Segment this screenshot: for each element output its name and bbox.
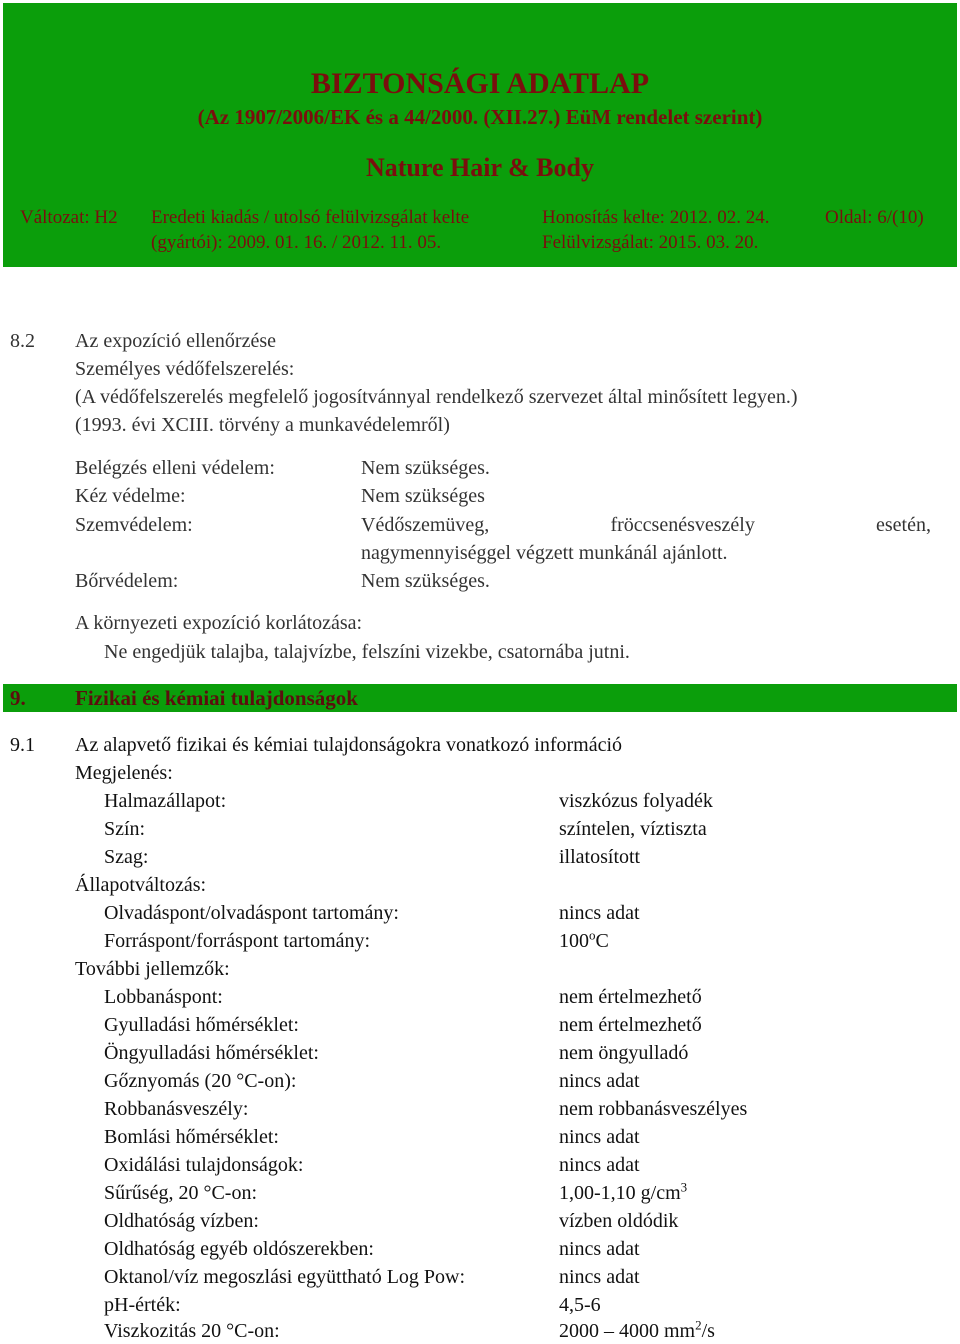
respiratory-label: Belégzés elleni védelem: [75,457,275,479]
eye-value-line-1 [361,514,931,537]
property-value: nem értelmezhető [559,1014,702,1036]
property-value: 100$^o$C [559,927,609,952]
review-date: Felülvizsgálat: 2015. 03. 20. [542,232,759,253]
skin-value: Nem szükséges. [361,570,490,592]
property-value: nincs adat [559,1070,640,1092]
property-label: Bomlási hőmérséklet: [104,1126,279,1148]
document-header [3,3,957,267]
property-label: Sűrűség, 20 °C-on: [104,1182,257,1204]
property-label: Oldhatóság egyéb oldószerekben: [104,1238,374,1260]
product-name: Nature Hair & Body [366,153,594,182]
property-value: nincs adat [559,1154,640,1176]
hand-value: Nem szükséges [361,485,485,507]
page-number: Oldal: 6/(10) [825,207,924,228]
issue-label: Eredeti kiadás / utolsó felülvizsgálat kelte [151,207,470,228]
eye-value-word-3: esetén, [876,514,931,536]
document-title: BIZTONSÁGI ADATLAP [310,67,650,100]
property-value: nem öngyulladó [559,1042,689,1064]
skin-label: Bőrvédelem: [75,570,179,592]
property-label: Robbanásveszély: [104,1098,249,1120]
property-value: illatosított [559,846,641,868]
document-subtitle: (Az 1907/2006/EK és a 44/2000. (XII.27.) EüM rendelet szerint) [197,105,763,129]
section-9-number: 9. [10,686,26,710]
env-exposure-text: Ne engedjük talajba, talajvízbe, felszíni vizekbe, csatornába jutni. [104,641,630,663]
state-change-heading: Állapotváltozás: [75,874,207,896]
property-value: 1,00-1,10 $g/cm^3$ [559,1179,688,1204]
ppe-note-1: (A védőfelszerelés megfelelő jogosítvánnyal rendelkező szervezet által minősített legyen.) [75,386,798,408]
localization-date: Honosítás kelte: 2012. 02. 24. [542,207,770,228]
property-value: vízben oldódik [559,1210,679,1232]
eye-label: Szemvédelem: [75,514,193,536]
property-label: Olvadáspont/olvadáspont tartomány: [104,902,399,924]
property-value: színtelen, víztiszta [559,818,707,840]
respiratory-value: Nem szükséges. [361,457,490,479]
further-properties-heading: További jellemzők: [75,958,230,980]
section-9-1-number: 9.1 [10,734,35,756]
property-value: nem robbanásveszélyes [559,1098,748,1120]
appearance-heading: Megjelenés: [75,762,173,784]
property-value: 2000 – 4000 $mm^2/s$ [559,1317,715,1342]
property-value: 4,5-6 [559,1294,601,1316]
property-value: nem értelmezhető [559,986,702,1008]
property-value: nincs adat [559,1266,640,1288]
property-label: Szag: [104,846,149,868]
hand-label: Kéz védelme: [75,485,186,507]
property-label: Lobbanáspont: [104,986,223,1008]
property-label: Öngyulladási hőmérséklet: [104,1042,319,1064]
section-9-1-title: Az alapvető fizikai és kémiai tulajdonságokra vonatkozó információ [75,734,623,756]
section-8-2-title: Az expozíció ellenőrzése [75,330,277,352]
eye-value-line-2: nagymennyiséggel végzett munkánál ajánlott. [361,542,728,564]
version-label: Változat: H2 [20,207,118,228]
section-9-header [3,684,957,712]
property-label: Gőznyomás (20 °C-on): [104,1070,297,1092]
property-value: nincs adat [559,1238,640,1260]
section-8-2-number: 8.2 [10,330,35,352]
env-exposure-title: A környezeti expozíció korlátozása: [75,612,363,634]
eye-value-word-2: fröccsenésveszély [610,514,755,536]
section-9-title: Fizikai és kémiai tulajdonságok [75,686,358,710]
eye-value-word-1: Védőszemüveg, [361,514,490,536]
property-label: Oldhatóság vízben: [104,1210,259,1232]
property-label: Forráspont/forráspont tartomány: [104,930,371,952]
property-label: Oktanol/víz megoszlási együttható Log Pow: [104,1266,466,1288]
property-label: Viszkozitás 20 °C-on: [104,1320,280,1342]
property-label: Gyulladási hőmérséklet: [104,1014,299,1036]
property-value: nincs adat [559,902,640,924]
property-label: Halmazállapot: [104,790,227,812]
property-label: Szín: [104,818,146,840]
property-value: nincs adat [559,1126,640,1148]
ppe-note-2: (1993. évi XCIII. törvény a munkavédelemről) [75,414,450,436]
property-label: pH-érték: [104,1294,181,1316]
ppe-heading: Személyes védőfelszerelés: [75,358,295,380]
property-label: Oxidálási tulajdonságok: [104,1154,304,1176]
property-value: viszkózus folyadék [559,790,713,812]
issue-dates: (gyártói): 2009. 01. 16. / 2012. 11. 05. [151,232,442,253]
